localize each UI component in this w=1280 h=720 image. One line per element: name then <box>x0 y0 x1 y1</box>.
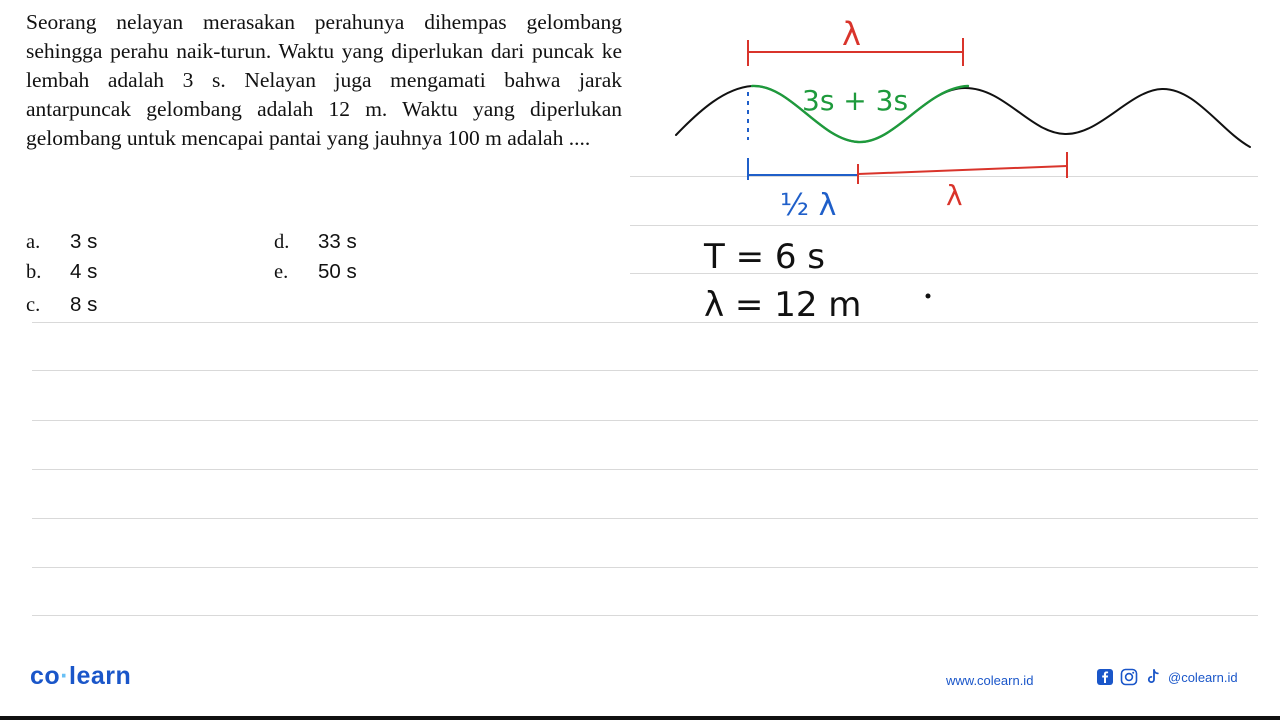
lambda-bottom-label: λ <box>946 179 963 212</box>
option-label: c. <box>26 294 41 316</box>
instagram-icon[interactable] <box>1120 668 1138 686</box>
question-text: Seorang nelayan merasakan perahunya dihempas gelombang sehingga perahu naik-turun. Waktu yang diperlukan dari puncak ke lembah adalah 3 s. Nelayan juga mengamati bahwa jarak antarpuncak gelombang adalah 12 m. Waktu yang diperlukan gelombang untuk mencapai pantai yang jauhnya 100 m adalah .... <box>26 10 622 150</box>
period-label: T = 6 s <box>704 237 826 277</box>
facebook-icon[interactable] <box>1096 668 1114 686</box>
social-links <box>1096 668 1238 686</box>
option-value: 8 s <box>70 293 98 316</box>
bottom-bar <box>0 716 1280 720</box>
social-handle[interactable]: @colearn.id <box>1168 669 1238 685</box>
option-value: 4 s <box>70 260 98 283</box>
option-label: a. <box>26 231 41 253</box>
option-label: d. <box>274 231 290 253</box>
ink-dot <box>926 294 931 299</box>
lambda-top-label: λ <box>842 15 861 53</box>
option-value: 33 s <box>318 230 357 253</box>
option-value: 3 s <box>70 230 98 253</box>
time-sum-label: 3s + 3s <box>802 84 909 117</box>
half-lambda-span <box>748 158 858 180</box>
website-link[interactable]: www.colearn.id <box>946 673 1034 688</box>
colearn-logo: co·learn <box>30 662 132 690</box>
half-lambda-label: ½ λ <box>780 188 837 223</box>
tiktok-icon[interactable] <box>1144 668 1162 686</box>
option-value: 50 s <box>318 260 357 283</box>
wavelength-label: λ = 12 m <box>704 285 862 325</box>
wave-curve <box>676 86 1250 147</box>
option-label: e. <box>274 261 289 283</box>
option-label: b. <box>26 261 42 283</box>
